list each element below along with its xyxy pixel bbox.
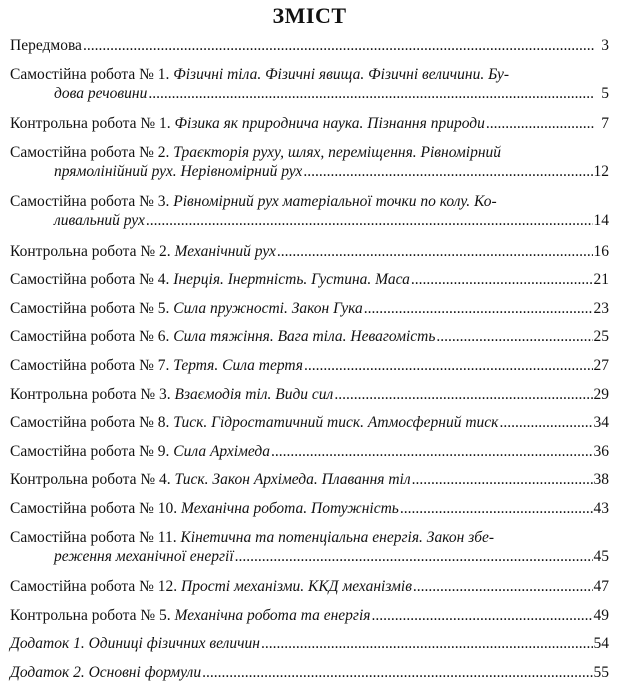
entry-topic: Сила пружності. Закон Гука — [173, 299, 363, 317]
toc-entry-test-2[interactable] — [10, 242, 609, 261]
toc-entry-test-3[interactable] — [10, 385, 609, 404]
toc-entry-test-1[interactable] — [10, 114, 609, 133]
page-number: 27 — [593, 357, 609, 375]
toc-entry-test-5[interactable] — [10, 606, 609, 625]
entry-topic-line1: Траєкторія руху, шлях, переміщення. Рівномірний — [173, 143, 502, 161]
entry-kind: Самостійна робота № 6. — [10, 328, 170, 346]
entry-title: Додаток 1. Одиниці фізичних величин — [10, 635, 260, 653]
dot-leader — [303, 162, 592, 181]
dot-leader — [83, 36, 594, 55]
page-number: 47 — [593, 578, 609, 596]
toc-entry-independent-work-6[interactable] — [10, 327, 609, 346]
toc-entry-independent-work-5[interactable] — [10, 299, 609, 318]
dot-leader — [411, 270, 593, 289]
entry-topic: Фізика як природнича наука. Пізнання природи — [174, 115, 485, 133]
page-number: 45 — [593, 547, 609, 565]
page-number: 23 — [593, 299, 609, 317]
page-number: 55 — [593, 663, 609, 681]
entry-kind: Самостійна робота № 10. — [10, 500, 178, 518]
toc-entry-independent-work-8[interactable] — [10, 413, 609, 432]
entry-topic: Тертя. Сила тертя — [173, 357, 303, 375]
toc-entry-independent-work-10[interactable] — [10, 499, 609, 518]
entry-topic: Механічна робота та енергія — [174, 606, 371, 624]
page-number: 29 — [593, 385, 609, 403]
entry-topic: Сила тяжіння. Вага тіла. Невагомість — [173, 328, 436, 346]
dot-leader — [271, 442, 592, 461]
toc-entry-independent-work-2[interactable] — [10, 143, 609, 181]
page-number: 49 — [593, 606, 609, 624]
entry-topic-line1: Кінетична та потенціальна енергія. Закон збе- — [180, 528, 495, 546]
entry-topic: Тиск. Гідростатичний тиск. Атмосферний тиск — [173, 414, 499, 432]
entry-kind: Самостійна робота № 8. — [10, 414, 170, 432]
toc-title: ЗМІСТ — [272, 3, 347, 28]
entry-topic-line2: дова речовини — [54, 84, 148, 102]
dot-leader — [146, 211, 593, 230]
entry-topic: Інерція. Інертність. Густина. Маса — [173, 271, 410, 289]
entry-kind: Самостійна робота № 11. — [10, 528, 177, 546]
entry-kind: Контрольна робота № 5. — [10, 606, 171, 624]
page-number: 38 — [593, 471, 609, 489]
entry-kind: Контрольна робота № 4. — [10, 471, 171, 489]
entry-topic: Сила Архімеда — [173, 442, 271, 460]
page-number: 7 — [601, 115, 609, 133]
dot-leader — [436, 327, 592, 346]
toc-entry-appendix-1[interactable] — [10, 634, 609, 653]
entry-title: Додаток 2. Основні формули — [10, 663, 202, 681]
entry-topic-line1: Рівномірний рух матеріальної точки по колу. Ко- — [173, 193, 497, 211]
toc-entry-independent-work-9[interactable] — [10, 442, 609, 461]
entry-kind: Контрольна робота № 2. — [10, 242, 171, 260]
entry-topic: Механічний рух — [174, 242, 276, 260]
page-number: 36 — [593, 442, 609, 460]
entry-topic-line2: прямолінійний рух. Нерівномірний рух — [54, 162, 303, 180]
entry-title: Передмова — [10, 37, 82, 54]
entry-topic: Механічна робота. Потужність — [181, 500, 399, 518]
entry-kind: Самостійна робота № 12. — [10, 578, 178, 596]
page-number: 34 — [593, 414, 609, 432]
toc-entry-independent-work-7[interactable] — [10, 356, 609, 375]
page-number: 14 — [593, 212, 609, 230]
toc-entry-independent-work-4[interactable] — [10, 270, 609, 289]
entry-topic: Тиск. Закон Архімеда. Плавання тіл — [174, 471, 411, 489]
entry-kind: Самостійна робота № 9. — [10, 442, 170, 460]
toc-entry-appendix-2[interactable] — [10, 663, 609, 682]
dot-leader — [499, 413, 592, 432]
toc-entry-independent-work-11[interactable] — [10, 528, 609, 566]
dot-leader — [412, 470, 593, 489]
page-number: 54 — [593, 635, 609, 653]
dot-leader — [486, 114, 594, 133]
entry-kind: Самостійна робота № 7. — [10, 357, 170, 375]
dot-leader — [235, 547, 593, 566]
entry-topic: Взаємодія тіл. Види сил — [174, 385, 334, 403]
toc-entry-independent-work-12[interactable] — [10, 577, 609, 596]
dot-leader — [364, 299, 593, 318]
entry-kind: Контрольна робота № 3. — [10, 385, 171, 403]
page-number: 5 — [601, 84, 609, 102]
page-number: 12 — [593, 162, 609, 180]
entry-kind: Самостійна робота № 1. — [10, 65, 170, 83]
dot-leader — [148, 84, 594, 103]
page-number: 21 — [593, 271, 609, 289]
entry-kind: Самостійна робота № 2. — [10, 143, 170, 161]
entry-topic-line2: реження механічної енергії — [54, 547, 234, 565]
dot-leader — [371, 606, 592, 625]
toc-entry-independent-work-3[interactable] — [10, 192, 609, 230]
entry-kind: Самостійна робота № 3. — [10, 193, 170, 211]
dot-leader — [304, 356, 593, 375]
toc-entry-test-4[interactable] — [10, 470, 609, 489]
dot-leader — [277, 242, 593, 261]
entry-kind: Контрольна робота № 1. — [10, 115, 171, 133]
page-number: 25 — [593, 328, 609, 346]
dot-leader — [334, 385, 592, 404]
page-number: 3 — [601, 37, 609, 54]
toc-entry-foreword[interactable] — [10, 36, 609, 55]
dot-leader — [261, 634, 593, 653]
table-of-contents — [10, 36, 609, 682]
entry-kind: Самостійна робота № 5. — [10, 299, 170, 317]
toc-entry-independent-work-1[interactable] — [10, 65, 609, 103]
page-number: 43 — [593, 500, 609, 518]
dot-leader — [413, 577, 593, 596]
entry-topic-line2: ливальний рух — [54, 212, 145, 230]
entry-kind: Самостійна робота № 4. — [10, 271, 170, 289]
page-number: 16 — [593, 242, 609, 260]
dot-leader — [400, 499, 593, 518]
entry-topic-line1: Фізичні тіла. Фізичні явища. Фізичні величини. Бу- — [173, 65, 510, 83]
dot-leader — [202, 663, 592, 682]
entry-topic: Прості механізми. ККД механізмів — [181, 578, 412, 596]
